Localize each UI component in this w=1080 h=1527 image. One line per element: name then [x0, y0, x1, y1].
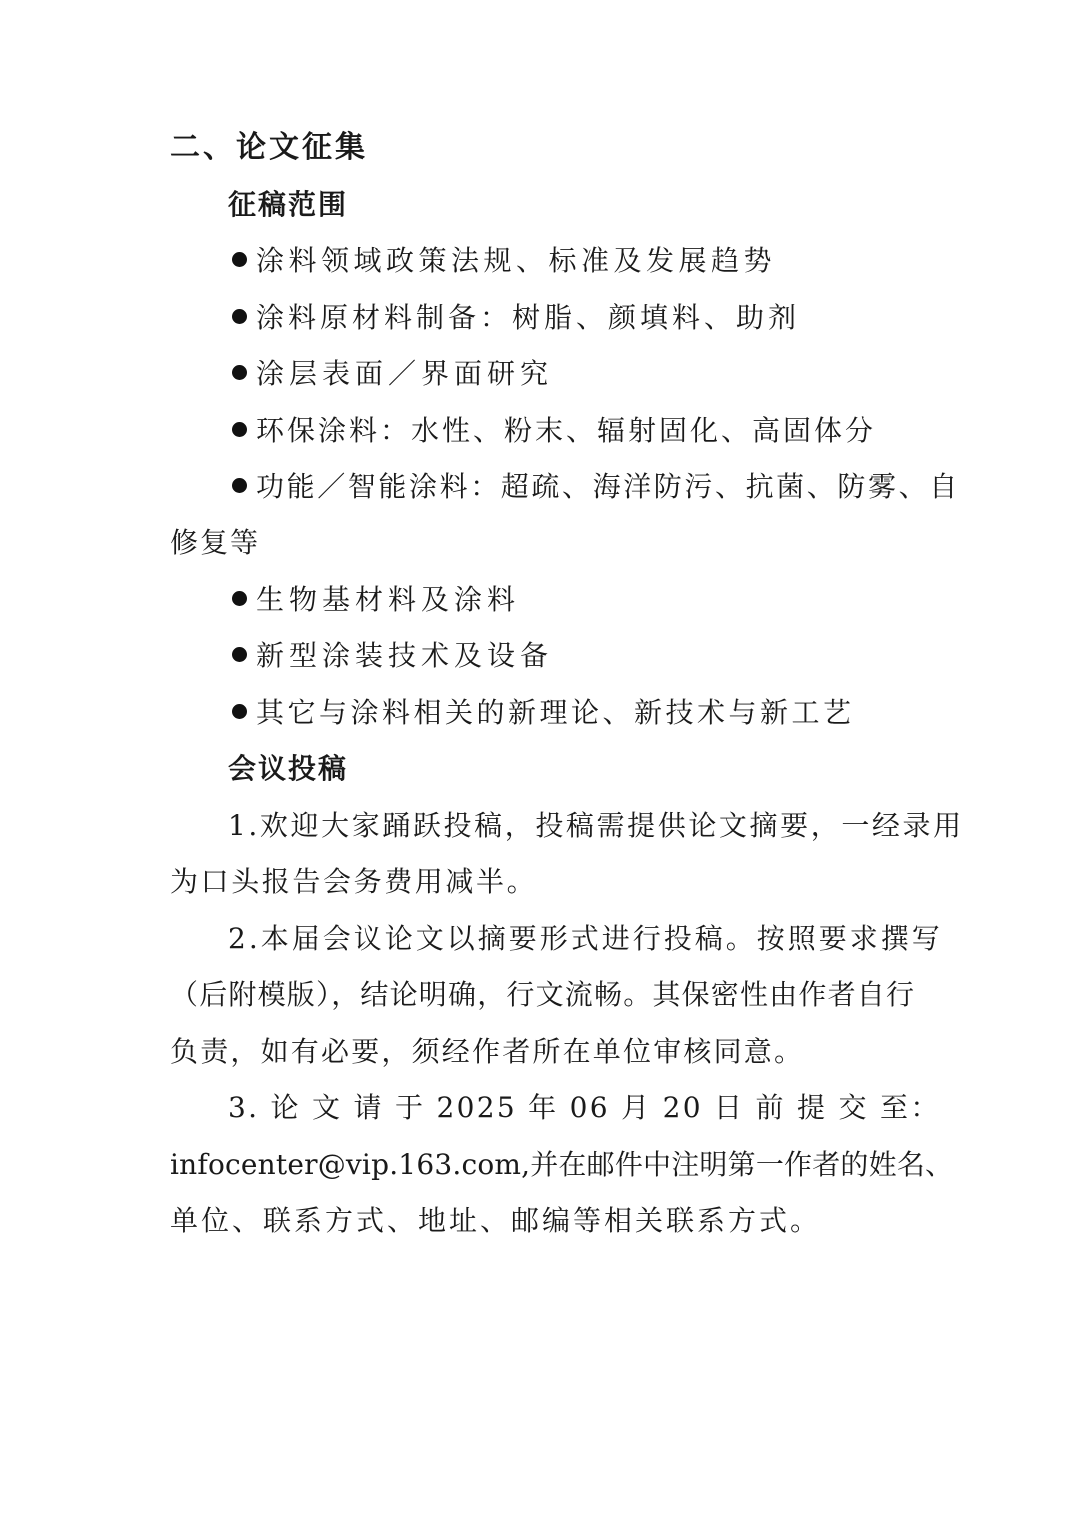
scope-item-text: 生物基材料及涂料: [256, 583, 521, 616]
scope-item-text: 涂料原材料制备：树脂、颜填料、助剂: [256, 301, 801, 334]
scope-item: [232, 302, 800, 334]
paragraph-line: 单位、联系方式、地址、邮编等相关联系方式。: [170, 1204, 822, 1237]
scope-item: [232, 471, 960, 503]
bullet-icon: [232, 252, 247, 267]
scope-item-text: 新型涂装技术及设备: [256, 639, 554, 672]
bullet-icon: [232, 365, 247, 380]
scope-item-continuation: 修复等: [170, 526, 261, 559]
bullet-icon: [232, 478, 247, 493]
scope-item: [232, 584, 520, 616]
scope-item: [232, 358, 553, 390]
scope-item-text: 涂层表面／界面研究: [256, 357, 554, 390]
scope-item: [232, 697, 855, 729]
submission-heading: 会议投稿: [228, 752, 349, 785]
paragraph-line: （后附模版），结论明确，行文流畅。其保密性由作者自行: [170, 978, 916, 1011]
scope-item: [232, 640, 553, 672]
bullet-icon: [232, 309, 247, 324]
paragraph-line: 1.欢迎大家踊跃投稿，投稿需提供论文摘要，一经录用: [228, 809, 964, 842]
scope-item-text: 其它与涂料相关的新理论、新技术与新工艺: [256, 696, 855, 729]
scope-item: [232, 415, 876, 447]
bullet-icon: [232, 591, 247, 606]
paragraph-line: 2.本届会议论文以摘要形式进行投稿。按照要求撰写: [228, 922, 943, 955]
paragraph-line: infocenter@vip.163.com,并在邮件中注明第一作者的姓名、: [170, 1148, 954, 1181]
paragraph-line: 为口头报告会务费用减半。: [170, 865, 538, 898]
bullet-icon: [232, 422, 247, 437]
scope-item-text: 环保涂料：水性、粉末、辐射固化、高固体分: [256, 414, 877, 447]
paragraph-line: 3. 论 文 请 于 2025 年 06 月 20 日 前 提 交 至：: [228, 1091, 941, 1124]
scope-item-text: 涂料领域政策法规、标准及发展趋势: [256, 244, 777, 277]
section-title: 二、论文征集: [170, 130, 368, 165]
bullet-icon: [232, 704, 247, 719]
scope-heading: 征稿范围: [228, 188, 349, 221]
bullet-icon: [232, 647, 247, 662]
scope-item-text: 功能／智能涂料：超疏、海洋防污、抗菌、防雾、自: [256, 470, 960, 503]
scope-item: [232, 245, 776, 277]
paragraph-line: 负责，如有必要，须经作者所在单位审核同意。: [170, 1035, 805, 1068]
